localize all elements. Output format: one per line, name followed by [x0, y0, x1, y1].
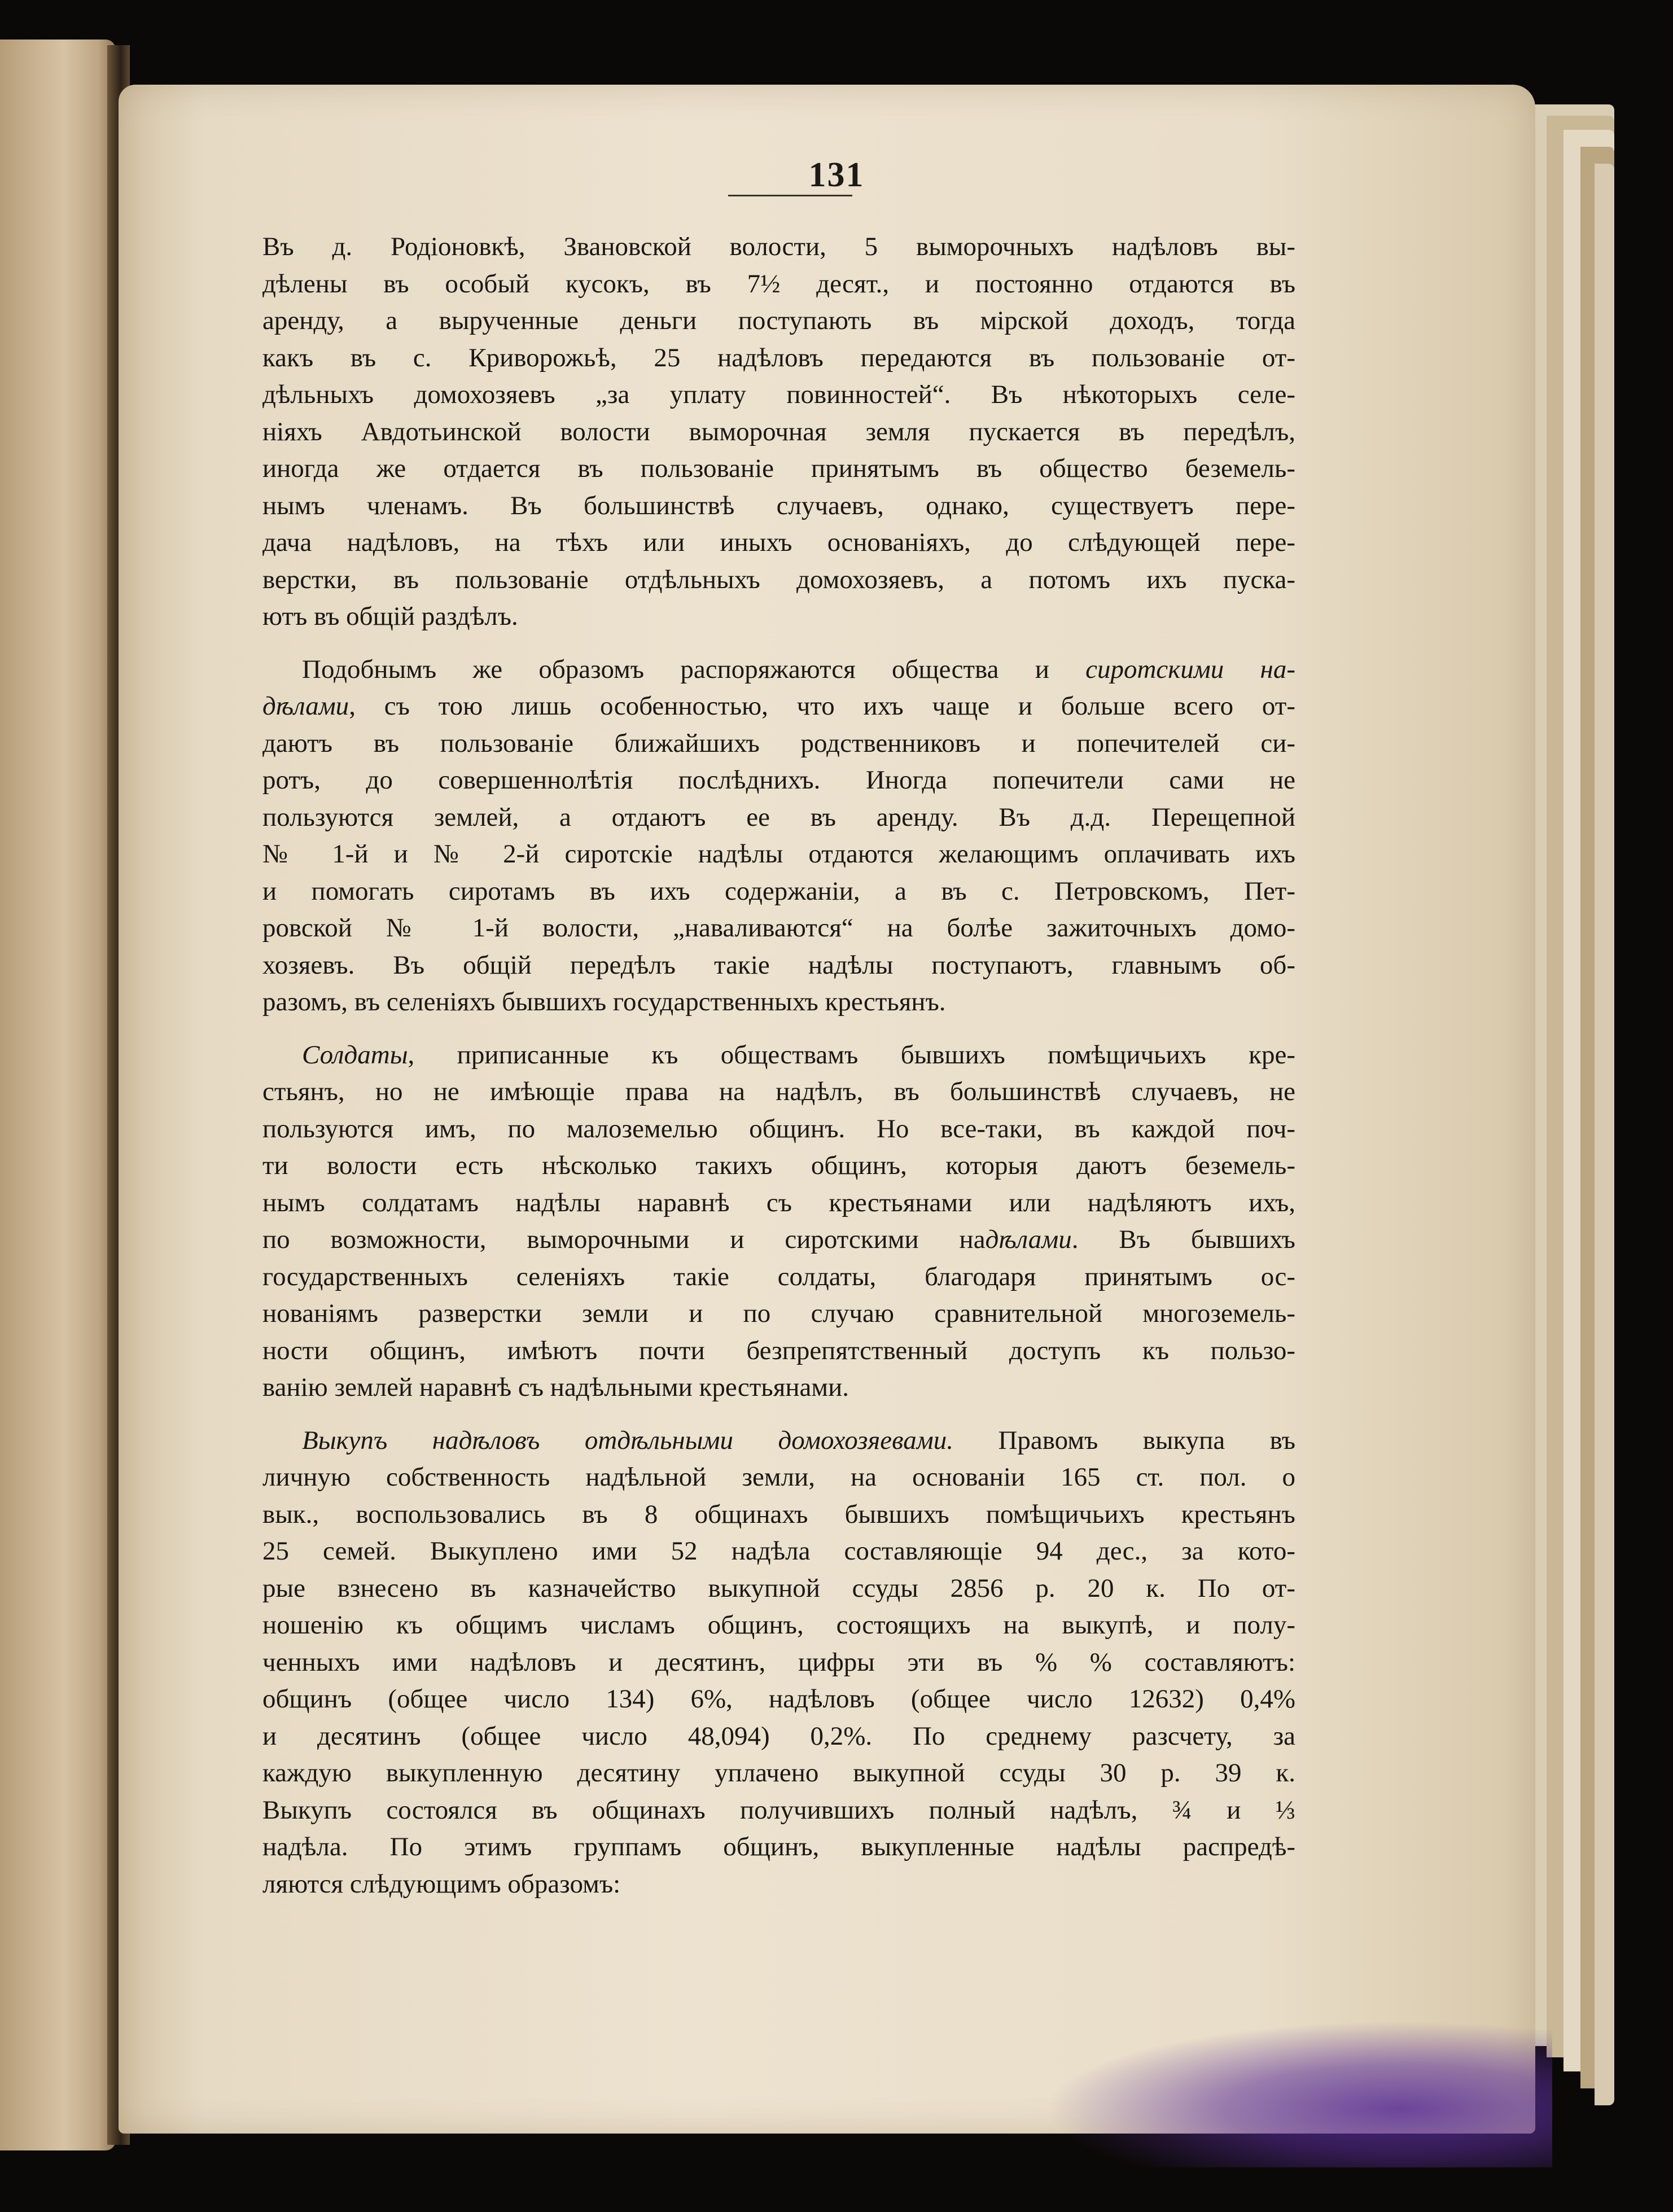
facing-page-edge	[0, 40, 116, 2150]
text-line: даютъ въ пользованіе ближайшихъ родственниковъ и попечителей си-	[262, 728, 1295, 758]
text-line: разомъ, въ селеніяхъ бывшихъ государственныхъ крестьянъ.	[262, 987, 946, 1017]
text-line: рые взнесено въ казначейство выкупной ссуды 2856 р. 20 к. По от-	[262, 1573, 1295, 1603]
text-line: ванію землей наравнѣ съ надѣльными крестьянами.	[262, 1373, 849, 1402]
text-line: аренду, а вырученные деньги поступають въ мірской доходъ, тогда	[262, 306, 1295, 335]
text-line: ютъ въ общій раздѣлъ.	[262, 602, 518, 631]
paragraph-soldaty	[262, 1037, 1295, 1407]
text-line: и десятинъ (общее число 48,094) 0,2%. По среднему разсчету, за	[262, 1721, 1295, 1751]
text-line: надѣла. По этимъ группамъ общинъ, выкупленные надѣлы распредѣ-	[262, 1832, 1295, 1861]
text-line: ротъ, до совершеннолѣтія послѣднихъ. Иногда попечители сами не	[262, 765, 1295, 795]
text-line: ляются слѣдующимъ образомъ:	[262, 1869, 621, 1899]
text-line: личную собственность надѣльной земли, на основаніи 165 ст. пол. о	[262, 1462, 1295, 1492]
paragraph-vymorochnye	[262, 229, 1295, 636]
text-line: дѣлами, съ тою лишь особенностью, что ихъ чаще и больше всего от-	[262, 691, 1295, 721]
text-line: верстки, въ пользованіе отдѣльныхъ домохозяевъ, а потомъ ихъ пуска-	[262, 564, 1295, 594]
text-line: ношенію къ общимъ числамъ общинъ, состоящихъ на выкупѣ, и полу-	[262, 1610, 1295, 1640]
text-line: вык., воспользовались въ 8 общинахъ бывшихъ помѣщичьихъ крестьянъ	[262, 1499, 1295, 1529]
text-line: пользуются имъ, по малоземелью общинъ. Но все-таки, въ каждой поч-	[262, 1114, 1295, 1144]
text-line: хозяевъ. Въ общій передѣлъ такіе надѣлы поступаютъ, главнымъ об-	[262, 950, 1295, 980]
paragraph-sirotskie	[262, 651, 1295, 1021]
text-line: пользуются землей, а отдаютъ ее въ аренду. Въ д.д. Перещепной	[262, 802, 1295, 832]
text-line: стьянъ, но не имѣющіе права на надѣлъ, въ большинствѣ случаевъ, не	[262, 1077, 1295, 1106]
text-line: Подобнымъ же образомъ распоряжаются общества и сиротскими на-	[302, 654, 1295, 684]
text-line: ченныхъ ими надѣловъ и десятинъ, цифры эти въ % % составляютъ:	[262, 1647, 1295, 1677]
page-number-rule	[728, 195, 852, 196]
text-line: иногда же отдается въ пользованіе принятымъ въ общество беземель-	[262, 454, 1295, 483]
text-line: № 1-й и № 2-й сиротскіе надѣлы отдаются желающимъ оплачивать ихъ	[262, 839, 1295, 869]
paragraph-vykup	[262, 1422, 1295, 1903]
text-line: государственныхъ селеніяхъ такіе солдаты, благодаря принятымъ ос-	[262, 1262, 1295, 1291]
text-line: дача надѣловъ, на тѣхъ или иныхъ основаніяхъ, до слѣдующей пере-	[262, 528, 1295, 557]
text-line: Въ д. Родіоновкѣ, Звановской волости, 5 выморочныхъ надѣловъ вы-	[262, 232, 1295, 261]
text-line: и помогать сиротамъ въ ихъ содержаніи, а въ с. Петровскомъ, Пет-	[262, 876, 1295, 906]
text-line: ніяхъ Авдотьинской волости выморочная земля пускается въ передѣлъ,	[262, 417, 1295, 446]
text-line: общинъ (общее число 134) 6%, надѣловъ (общее число 12632) 0,4%	[262, 1684, 1295, 1714]
text-line: ровской № 1-й волости, „наваливаются“ на болѣе зажиточныхъ домо-	[262, 913, 1295, 943]
text-line: Выкупъ надѣловъ отдѣльными домохозяевами. Правомъ выкупа въ	[302, 1425, 1295, 1455]
text-line: нымъ солдатамъ надѣлы наравнѣ съ крестьянами или надѣляютъ ихъ,	[262, 1188, 1295, 1217]
text-line: какъ въ с. Криворожьѣ, 25 надѣловъ передаются въ пользованіе от-	[262, 343, 1295, 373]
text-line: нованіямъ разверстки земли и по случаю сравнительной многоземель-	[262, 1299, 1295, 1328]
text-line: нымъ членамъ. Въ большинствѣ случаевъ, однако, существуетъ пере-	[262, 490, 1295, 520]
text-line: дѣлены въ особый кусокъ, въ 7½ десят., и постоянно отдаются въ	[262, 269, 1295, 299]
text-line: Солдаты, приписанные къ обществамъ бывшихъ помѣщичьихъ кре-	[302, 1040, 1295, 1070]
page-number: 131	[808, 156, 865, 194]
page-edge-stack	[1595, 164, 1614, 2105]
body-text	[262, 229, 1295, 1903]
text-line: каждую выкупленную десятину уплачено выкупной ссуды 30 р. 39 к.	[262, 1758, 1295, 1788]
text-line: дѣльныхъ домохозяевъ „за уплату повинностей“. Въ нѣкоторыхъ селе-	[262, 380, 1295, 409]
text-line: ти волости есть нѣсколько такихъ общинъ, которыя даютъ беземель-	[262, 1151, 1295, 1180]
text-line: Выкупъ состоялся въ общинахъ получившихъ полный надѣлъ, ¾ и ⅓	[262, 1795, 1295, 1825]
text-line: ности общинъ, имѣютъ почти безпрепятственный доступъ къ пользо-	[262, 1335, 1295, 1365]
text-line: по возможности, выморочными и сиротскими надѣлами. Въ бывшихъ	[262, 1225, 1295, 1254]
text-line: 25 семей. Выкуплено ими 52 надѣла составляющіе 94 дес., за кото-	[262, 1536, 1295, 1566]
